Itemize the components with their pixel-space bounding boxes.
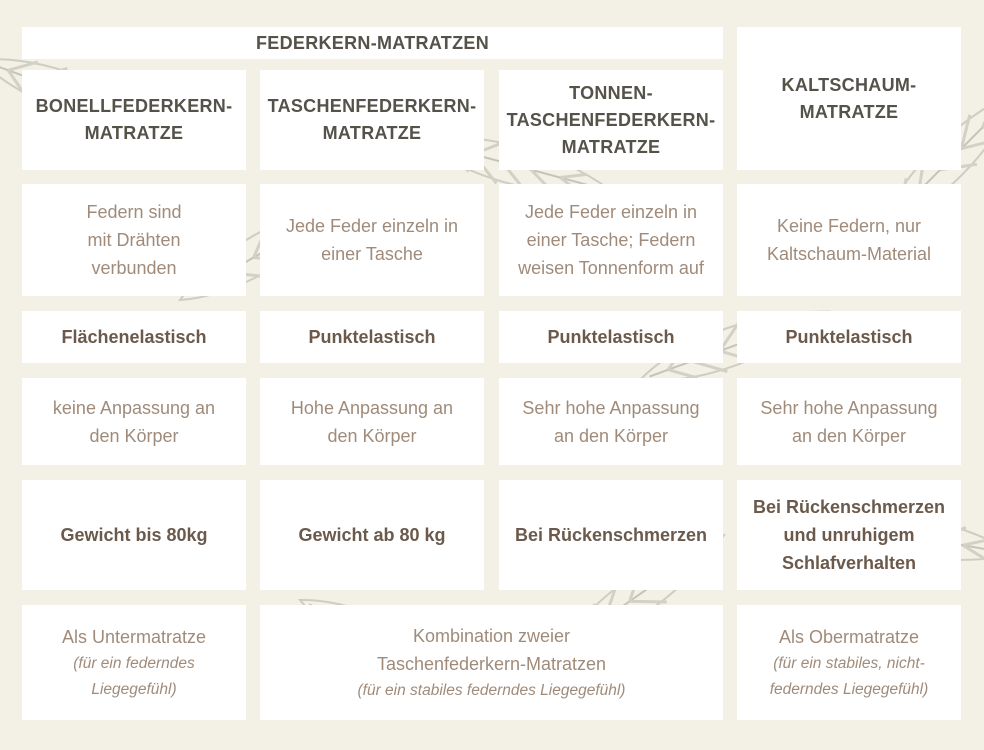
usage-combination-note: (für ein stabiles federndes Liegegefühl) xyxy=(357,681,626,699)
usage-bonell xyxy=(22,605,246,720)
elasticity-bonell xyxy=(22,311,246,363)
header-bonell-line-2: MATRATZE xyxy=(84,123,184,143)
adaptation-tonnen-line-1: Sehr hohe Anpassung xyxy=(522,397,700,418)
header-tonnen xyxy=(499,70,723,170)
usage-kaltschaum xyxy=(737,605,961,720)
construction-tonnen xyxy=(499,184,723,296)
usage-kaltschaum-main: Als Obermatratze xyxy=(778,626,920,647)
header-tonnen-line-2: TASCHENFEDERKERN- xyxy=(506,109,716,130)
construction-taschen-line-2: einer Tasche xyxy=(321,244,423,264)
recommendation-taschen-text: Gewicht ab 80 kg xyxy=(298,525,446,545)
header-taschen-line-2: MATRATZE xyxy=(322,123,422,143)
header-kaltschaum-line-1: KALTSCHAUM- xyxy=(781,74,917,95)
construction-kaltschaum xyxy=(737,184,961,296)
usage-bonell-note-1: (für ein federndes xyxy=(73,654,195,672)
construction-kaltschaum-line-2: Kaltschaum-Material xyxy=(766,244,932,264)
recommendation-kaltschaum xyxy=(737,480,961,590)
elasticity-tonnen-text: Punktelastisch xyxy=(547,327,675,347)
recommendation-bonell-text: Gewicht bis 80kg xyxy=(60,525,208,545)
recommendation-tonnen-text: Bei Rückenschmerzen xyxy=(514,525,708,545)
adaptation-kaltschaum xyxy=(737,378,961,465)
construction-tonnen-line-1: Jede Feder einzeln in xyxy=(524,202,698,222)
elasticity-kaltschaum xyxy=(737,311,961,363)
header-taschen-line-1: TASCHENFEDERKERN- xyxy=(267,96,477,116)
elasticity-kaltschaum-text: Punktelastisch xyxy=(785,327,913,347)
adaptation-bonell-line-1: keine Anpassung an xyxy=(52,397,216,418)
recommendation-kaltschaum-line-1: Bei Rückenschmerzen xyxy=(752,497,946,517)
header-taschen xyxy=(260,70,484,170)
usage-kaltschaum-note-2: federndes Liegegefühl) xyxy=(769,680,929,698)
construction-bonell-line-2: mit Drähten xyxy=(87,230,181,250)
elasticity-bonell-text: Flächenelastisch xyxy=(61,327,207,347)
adaptation-kaltschaum-line-2: an den Körper xyxy=(791,425,907,446)
header-tonnen-line-3: MATRATZE xyxy=(561,136,661,157)
adaptation-bonell-line-2: den Körper xyxy=(89,425,179,446)
recommendation-kaltschaum-line-2: und unruhigem xyxy=(783,525,915,545)
elasticity-taschen-text: Punktelastisch xyxy=(308,327,436,347)
usage-kaltschaum-note-1: (für ein stabiles, nicht- xyxy=(773,654,925,672)
header-bonell xyxy=(22,70,246,170)
usage-combination xyxy=(260,605,723,720)
usage-bonell-main: Als Untermatratze xyxy=(61,626,207,647)
table-title xyxy=(22,27,723,59)
usage-combination-main-2: Taschenfederkern-Matratzen xyxy=(376,653,607,674)
recommendation-kaltschaum-line-3: Schlafverhalten xyxy=(781,553,917,573)
construction-tonnen-line-2: einer Tasche; Federn xyxy=(526,230,696,250)
header-kaltschaum-line-2: MATRATZE xyxy=(799,101,899,122)
adaptation-taschen-line-1: Hohe Anpassung an xyxy=(290,397,454,418)
construction-bonell xyxy=(22,184,246,296)
recommendation-tonnen xyxy=(499,480,723,590)
construction-taschen xyxy=(260,184,484,296)
construction-taschen-line-1: Jede Feder einzeln in xyxy=(285,216,459,236)
elasticity-taschen xyxy=(260,311,484,363)
adaptation-bonell xyxy=(22,378,246,465)
header-bonell-line-1: BONELLFEDERKERN- xyxy=(35,96,233,116)
title-text: FEDERKERN-MATRATZEN xyxy=(255,32,489,53)
header-kaltschaum xyxy=(737,27,961,170)
header-tonnen-line-1: TONNEN- xyxy=(569,82,653,103)
construction-tonnen-line-3: weisen Tonnenform auf xyxy=(518,258,704,278)
construction-kaltschaum-line-1: Keine Federn, nur xyxy=(776,216,922,236)
usage-bonell-note-2: Liegegefühl) xyxy=(91,680,177,698)
usage-combination-main-1: Kombination zweier xyxy=(412,625,571,646)
adaptation-taschen-line-2: den Körper xyxy=(327,425,417,446)
construction-bonell-line-3: verbunden xyxy=(91,258,177,278)
adaptation-kaltschaum-line-1: Sehr hohe Anpassung xyxy=(760,397,938,418)
recommendation-taschen xyxy=(260,480,484,590)
elasticity-tonnen xyxy=(499,311,723,363)
construction-bonell-line-1: Federn sind xyxy=(86,202,182,222)
recommendation-bonell xyxy=(22,480,246,590)
adaptation-tonnen xyxy=(499,378,723,465)
adaptation-tonnen-line-2: an den Körper xyxy=(553,425,669,446)
adaptation-taschen xyxy=(260,378,484,465)
